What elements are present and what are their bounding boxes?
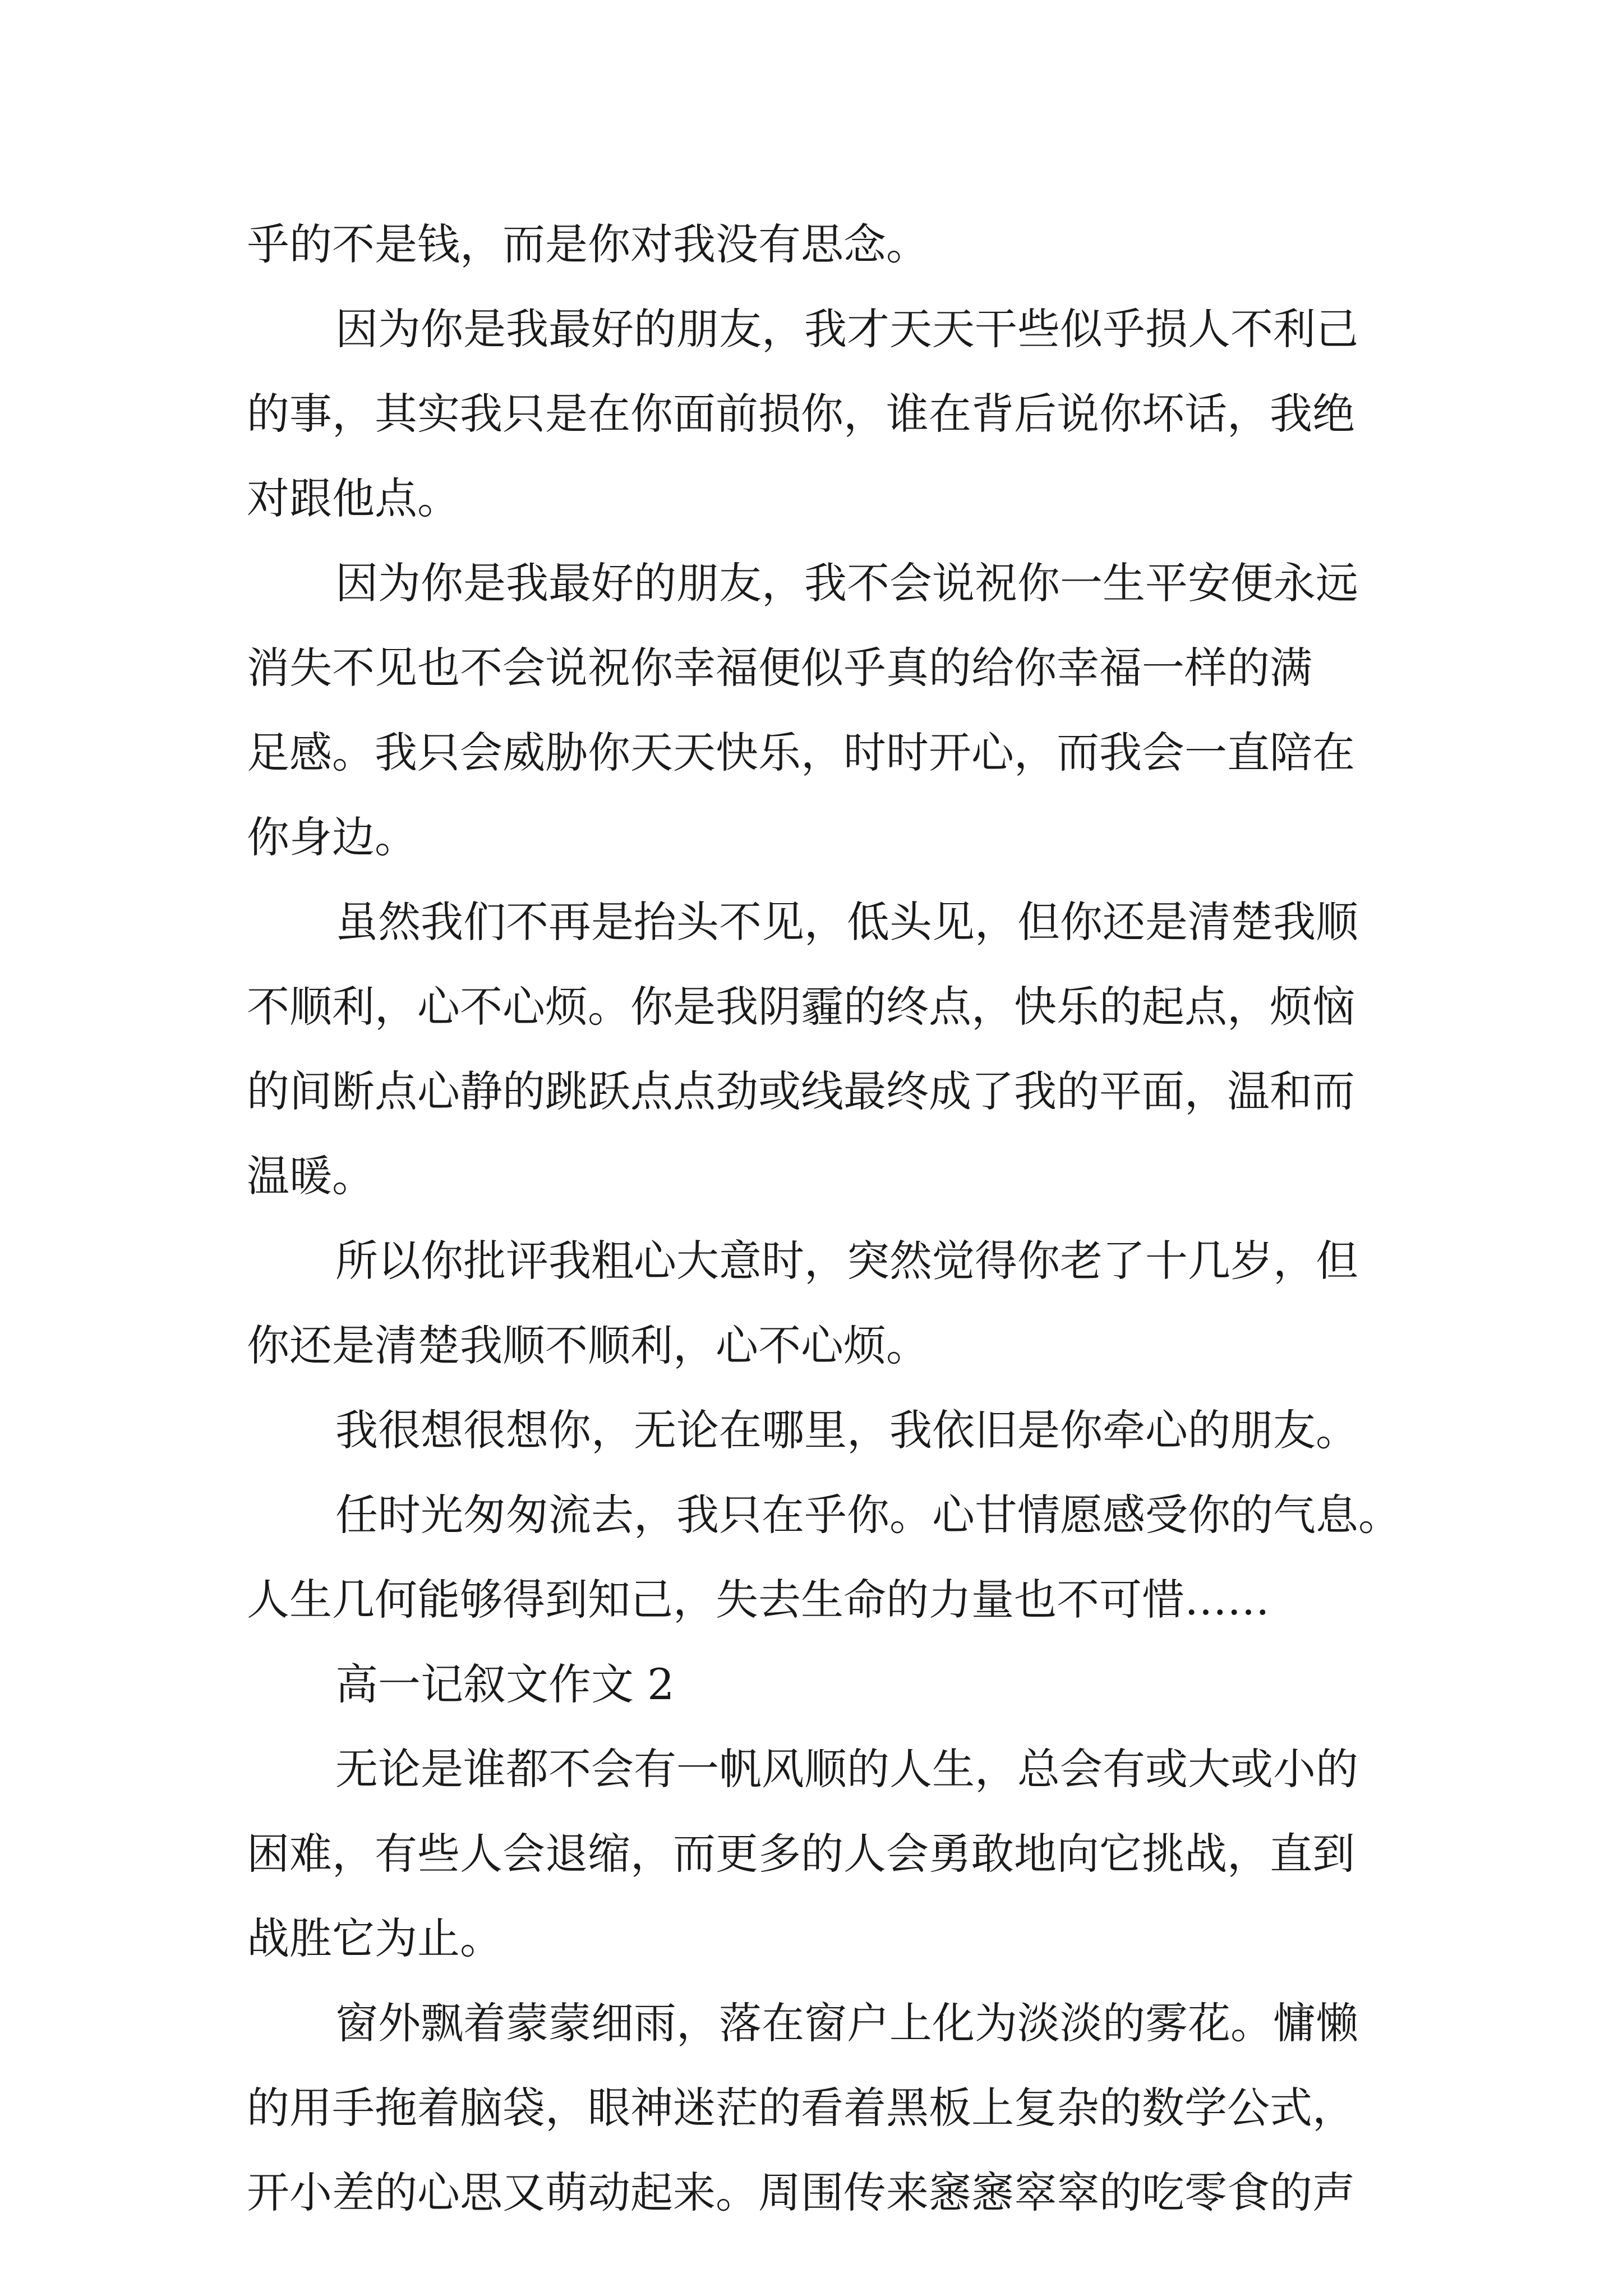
text-line: 所以你批评我粗心大意时，突然觉得你老了十几岁，但 — [335, 1236, 1358, 1286]
section-heading: 高一记叙文作文 2 — [335, 1659, 675, 1709]
text-line: 乎的不是钱，而是你对我没有思念。 — [247, 219, 929, 269]
text-line: 困难，有些人会退缩，而更多的人会勇敢地向它挑战，直到 — [247, 1829, 1355, 1879]
text-line: 开小差的心思又萌动起来。周围传来窸窸窣窣的吃零食的声 — [247, 2168, 1355, 2217]
document-body — [247, 202, 1424, 2235]
text-line: 因为你是我最好的朋友，我不会说祝你一生平安便永远 — [335, 558, 1358, 608]
text-line: 任时光匆匆流去，我只在乎你。心甘情愿感受你的气息。 — [335, 1490, 1401, 1540]
text-line: 战胜它为止。 — [247, 1913, 502, 1963]
text-line: 对跟他点。 — [247, 473, 460, 523]
text-line: 我很想很想你，无论在哪里，我依旧是你牵心的朋友。 — [335, 1405, 1358, 1455]
text-line: 无论是谁都不会有一帆风顺的人生，总会有或大或小的 — [335, 1744, 1358, 1794]
text-line: 的事，其实我只是在你面前损你，谁在背后说你坏话，我绝 — [247, 389, 1355, 439]
text-line: 足感。我只会威胁你天天快乐，时时开心，而我会一直陪在 — [247, 728, 1355, 777]
text-line: 的用手拖着脑袋，眼神迷茫的看着黑板上复杂的数学公式， — [247, 2083, 1355, 2133]
text-line: 的间断点心静的跳跃点点劲或线最终成了我的平面，温和而 — [247, 1066, 1355, 1116]
text-line: 你身边。 — [247, 812, 417, 862]
text-line: 消失不见也不会说祝你幸福便似乎真的给你幸福一样的满 — [247, 643, 1312, 693]
text-line: 人生几何能够得到知己，失去生命的力量也不可惜…… — [247, 1575, 1270, 1625]
text-line: 因为你是我最好的朋友，我才天天干些似乎损人不利己 — [335, 304, 1358, 354]
text-line: 温暖。 — [247, 1151, 375, 1201]
text-line: 窗外飘着蒙蒙细雨，落在窗户上化为淡淡的雾花。慵懒 — [335, 1998, 1358, 2048]
text-line: 不顺利，心不心烦。你是我阴霾的终点，快乐的起点，烦恼 — [247, 982, 1355, 1032]
text-line: 你还是清楚我顺不顺利，心不心烦。 — [247, 1320, 929, 1370]
text-line: 虽然我们不再是抬头不见，低头见，但你还是清楚我顺 — [335, 897, 1358, 947]
